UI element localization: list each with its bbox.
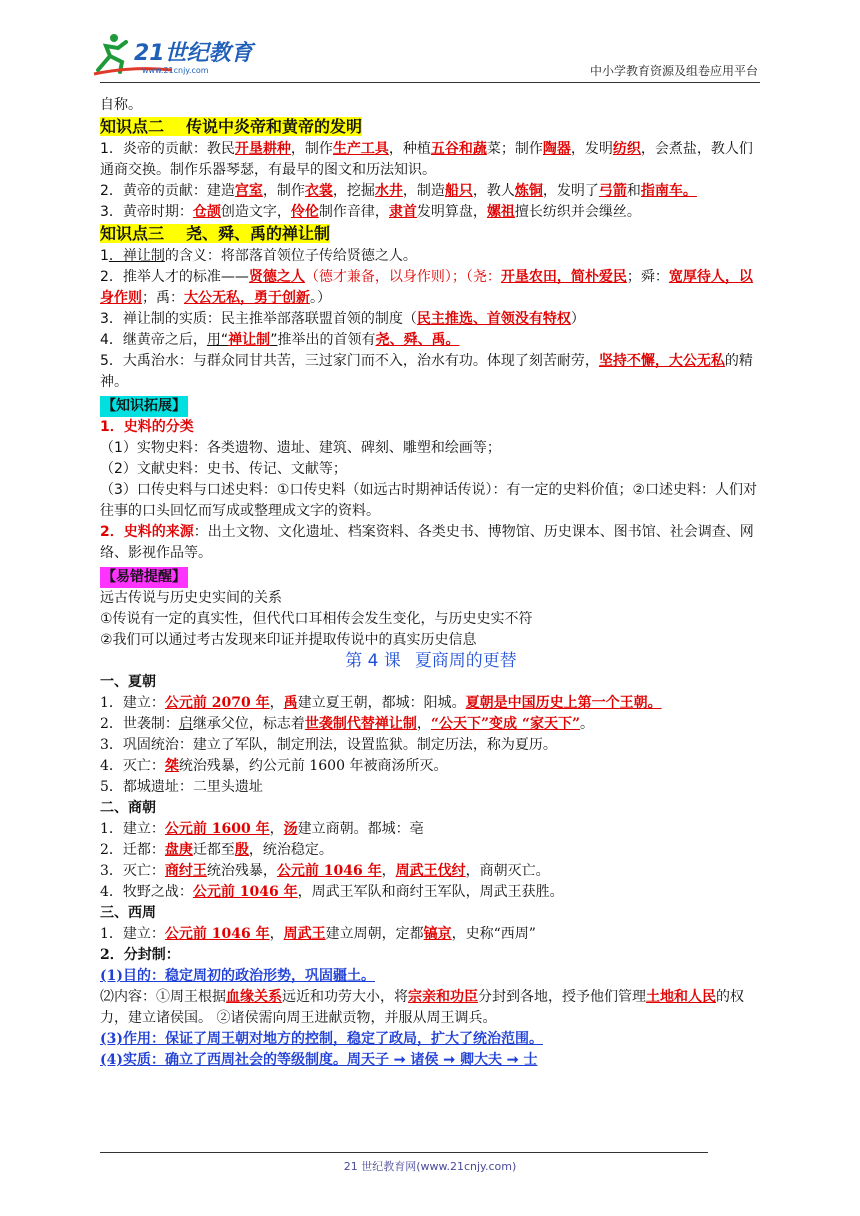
xia-line-4: 4．灭亡：桀统治残暴，约公元前 1600 年被商汤所灭。 (100, 758, 448, 774)
arrow-icon: ➞ (506, 1052, 519, 1068)
logo-text: 21世纪教育 (134, 41, 253, 66)
kp2-line-3: 3．黄帝时期：仓颉创造文字，伶伦制作音律，隶首发明算盘，嫘祖擅长纺织并会缫丝。 (100, 204, 641, 220)
shang-line-4: 4．牧野之战：公元前 1046 年，周武王军队和商纣王军队，周武王获胜。 (100, 884, 564, 900)
xia-line-3: 3．巩固统治：建立了军队，制定刑法，设置监狱。制定历法，称为夏历。 (100, 737, 557, 753)
footer-text: 21 世纪教育网(www.21cnjy.com) (343, 1160, 517, 1173)
kp3-line-3: 3．禅让制的实质：民主推举部落联盟首领的制度（民主推选、首领没有特权） (100, 311, 585, 327)
xia-line-2: 2．世袭制：启继承父位，标志着世袭制代替禅让制，“公天下”变成 “家天下”。 (100, 716, 595, 732)
error-line-0: 远古传说与历史史实间的关系 (100, 590, 282, 606)
zhou-point-2: ⑵内容：①周王根据血缘关系远近和功劳大小，将宗亲和功臣分封到各地，授予他们管理土地和人民的权力，建立诸侯国。 ②诸侯需向周王进献贡物，并服从周王调兵。 (100, 989, 744, 1026)
zhou-point-1: (1)目的：稳定周初的政治形势，巩固疆土。 (100, 968, 375, 984)
document-body (100, 95, 762, 1071)
page-header (100, 30, 760, 83)
zhou-title: 三、西周 (100, 905, 156, 921)
error-line-1: ①传说有一定的真实性，但代代口耳相传会发生变化，与历史史实不符 (100, 611, 533, 627)
kp3-line-4: 4．继黄帝之后，用“禅让制”推举出的首领有尧、舜、禹。 (100, 332, 460, 348)
expand-source: 2．史料的来源：出土文物、文化遗址、档案资料、各类史书、博物馆、历史课本、图书馆、社会调查、网络、影视作品等。 (100, 524, 754, 561)
shang-line-3: 3．灭亡：商纣王统治残暴，公元前 1046 年，周武王伐纣，商朝灭亡。 (100, 863, 550, 879)
kp3-line-1: 1．禅让制的含义：将部落首领位子传给贤德之人。 (100, 248, 417, 264)
xia-line-5: 5．都城遗址：二里头遗址 (100, 779, 263, 795)
kp3-line-2: 2．推举人才的标准——贤德之人（德才兼备，以身作则）；（尧：开垦农田，简朴爱民；舜：宽厚待人，以身作则；禹：大公无私，勇于创新。） (100, 269, 753, 306)
kp2-heading: 知识点二 传说中炎帝和黄帝的发明 (100, 117, 363, 136)
kp3-line-5: 5．大禹治水：与群众同甘共苦，三过家门而不入，治水有功。体现了刻苦耐劳，坚持不懈，大公无私的精神。 (100, 353, 753, 390)
expand-title-1: 1．史料的分类 (100, 419, 194, 435)
error-line-2: ②我们可以通过考古发现来印证并提取传说中的真实历史信息 (100, 632, 477, 648)
expand-tag: 【知识拓展】 (100, 396, 762, 417)
zhou-line-2: 2．分封制： (100, 947, 180, 963)
arrow-icon: ➞ (393, 1052, 406, 1068)
runner-logo-icon (92, 30, 272, 78)
zhou-line-1: 1．建立：公元前 1046 年，周武王建立周朝，定都镐京，史称“西周” (100, 926, 536, 942)
platform-name: 中小学教育资源及组卷应用平台 (589, 64, 758, 78)
zhou-point-3: (3)作用：保证了周王朝对地方的控制，稳定了政局，扩大了统治范围。 (100, 1031, 543, 1047)
expand-item-1: （1）实物史料：各类遗物、遗址、建筑、碑刻、雕塑和绘画等； (100, 440, 501, 456)
footer-rule (100, 1152, 708, 1153)
lesson-body (100, 672, 762, 1071)
expand-item-2: （2）文献史料：史书、传记、文献等； (100, 461, 347, 477)
lesson-title: 第 4 课 夏商周的更替 (345, 651, 517, 671)
logo (92, 30, 272, 78)
kp2-line-2: 2．黄帝的贡献：建造宫室，制作衣裳，挖掘水井，制造船只，教人炼铜，发明了弓箭和指南车。 (100, 183, 697, 199)
error-tag: 【易错提醒】 (100, 567, 762, 588)
shang-title: 二、商朝 (100, 800, 156, 816)
kp2-line-1: 1．炎帝的贡献：教民开垦耕种，制作生产工具，种植五谷和蔬菜；制作陶器，发明纺织，会煮盐，教人们通商交换。制作乐器琴瑟，有最早的图文和历法知识。 (100, 141, 753, 178)
kp3-heading: 知识点三 尧、舜、禹的禅让制 (100, 224, 331, 243)
prev-tail: 自称。 (100, 97, 142, 113)
zhou-point-4: (4)实质：确立了西周社会的等级制度。周天子 ➞ 诸侯 ➞ 卿大夫 ➞ 士 (100, 1052, 538, 1068)
shang-line-2: 2．迁都：盘庚迁都至殷，统治稳定。 (100, 842, 333, 858)
expand-item-3: （3）口传史料与口述史料：①口传史料（如远古时期神话传说）：有一定的史料价值；②口述史料：人们对往事的口头回忆而写成或整理成文字的资料。 (100, 482, 758, 519)
shang-line-1: 1．建立：公元前 1600 年，汤建立商朝。都城：亳 (100, 821, 424, 837)
xia-title: 一、夏朝 (100, 674, 156, 690)
logo-url: www.21cnjy.com (142, 66, 209, 75)
xia-line-1: 1．建立：公元前 2070 年，禹建立夏王朝，都城：阳城。夏朝是中国历史上第一个王朝。 (100, 695, 662, 711)
arrow-icon: ➞ (443, 1052, 456, 1068)
